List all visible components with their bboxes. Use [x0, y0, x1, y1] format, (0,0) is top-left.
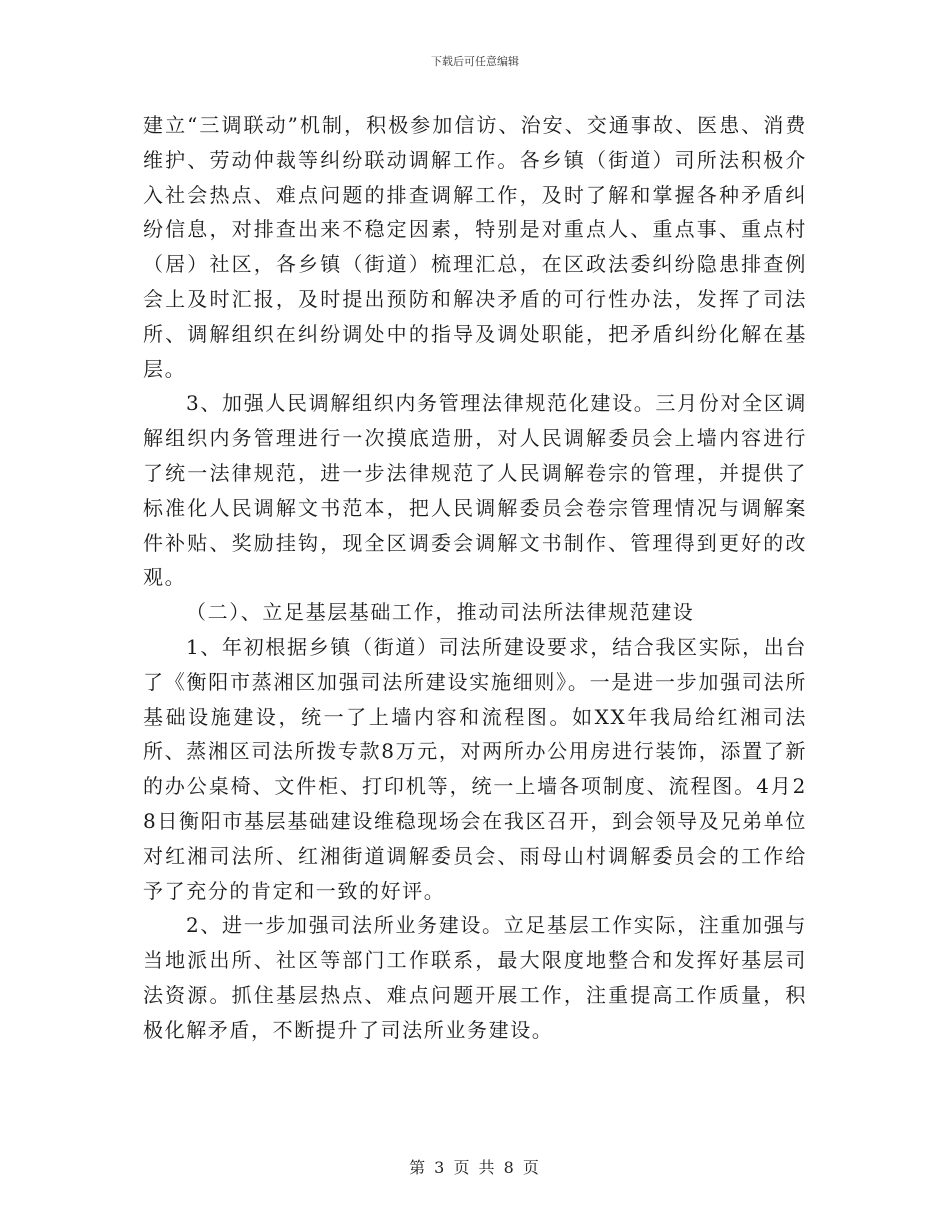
- paragraph-item-2: 2、进一步加强司法所业务建设。立足基层工作实际，注重加强与当地派出所、社区等部门工作联系，最大限度地整合和发挥好基层司法资源。抓住基层热点、难点问题开展工作，注重提高工作质量，积极化解矛盾，不断提升了司法所业务建设。: [143, 913, 807, 1042]
- paragraph-continuation: 建立“三调联动”机制，积极参加信访、治安、交通事故、医患、消费维护、劳动仲裁等纠纷联动调解工作。各乡镇（街道）司所法积极介入社会热点、难点问题的排查调解工作，及时了解和掌握各种矛盾纠纷信息，对排查出来不稳定因素，特别是对重点人、重点事、重点村（居）社区，各乡镇（街道）梳理汇总，在区政法委纠纷隐患排查例会上及时汇报，及时提出预防和解决矛盾的可行性办法，发挥了司法所、调解组织在纠纷调处中的指导及调处职能，把矛盾纠纷化解在基层。: [143, 113, 807, 381]
- page-number: 第 3 页 共 8 页: [409, 1158, 541, 1177]
- page-header: 下载后可任意编辑: [431, 55, 519, 68]
- document-body: [143, 108, 807, 1048]
- paragraph-item-3: 3、加强人民调解组织内务管理法律规范化建设。三月份对全区调解组织内务管理进行一次摸底造册，对人民调解委员会上墙内容进行了统一法律规范，进一步法律规范了人民调解卷宗的管理，并提供了标准化人民调解文书范本，把人民调解委员会卷宗管理情况与调解案件补贴、奖励挂钩，现全区调委会调解文书制作、管理得到更好的改观。: [143, 391, 807, 590]
- paragraph-item-1: 1、年初根据乡镇（街道）司法所建设要求，结合我区实际，出台了《衡阳市蒸湘区加强司法所建设实施细则》。一是进一步加强司法所基础设施建设，统一了上墙内容和流程图。如XX年我局给红湘司法所、蒸湘区司法所拨专款8万元，对两所办公用房进行装饰，添置了新的办公桌椅、文件柜、打印机等，统一上墙各项制度、流程图。4月28日衡阳市基层基础建设维稳现场会在我区召开，到会领导及兄弟单位对红湘司法所、红湘街道调解委员会、雨母山村调解委员会的工作给予了充分的肯定和一致的好评。: [143, 634, 807, 903]
- section-heading-2: （二）、立足基层基础工作，推动司法所法律规范建设: [186, 600, 695, 625]
